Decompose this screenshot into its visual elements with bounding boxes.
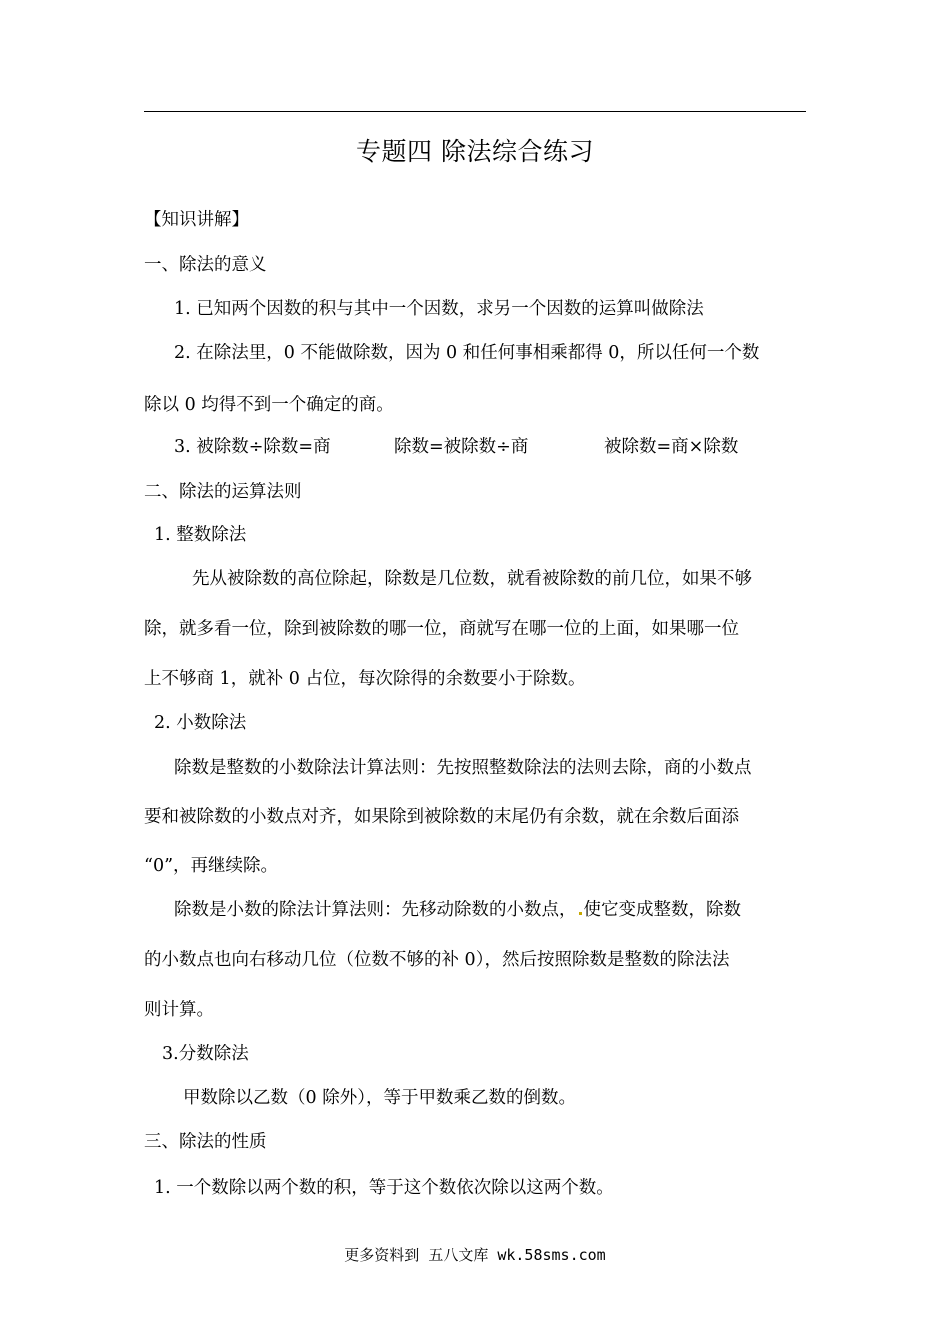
paragraph-text: 上不够商 1，就补 0 占位，每次除得的余数要小于除数。	[144, 669, 586, 689]
paragraph-text	[174, 898, 741, 922]
paragraph-text-part: 除数是小数的除法计算法则：先移动除数的小数点，	[174, 900, 577, 920]
cursor-mark	[579, 912, 582, 915]
paragraph-text: “0”，再继续除。	[144, 856, 279, 876]
paragraph-text: 要和被除数的小数点对齐，如果除到被除数的末尾仍有余数，就在余数后面添	[144, 807, 739, 827]
paragraph-text: 2. 在除法里，0 不能做除数，因为 0 和任何事相乘都得 0，所以任何一个数	[174, 343, 760, 363]
section-heading-rules: 二、除法的运算法则	[144, 482, 302, 502]
paragraph-text: 除，就多看一位，除到被除数的哪一位，商就写在哪一位的上面，如果哪一位	[144, 619, 739, 639]
paragraph-text: 1. 已知两个因数的积与其中一个因数，求另一个因数的运算叫做除法	[174, 299, 704, 319]
paragraph-text: 则计算。	[144, 1000, 214, 1020]
formula-text: 被除数=商×除数	[604, 437, 739, 457]
subheading-fraction: 3.分数除法	[162, 1044, 249, 1064]
paragraph-text: 的小数点也向右移动几位（位数不够的补 0），然后按照除数是整数的除法法	[144, 950, 730, 970]
paragraph-text: 1. 一个数除以两个数的积，等于这个数依次除以这两个数。	[154, 1178, 614, 1198]
subheading-integer: 1. 整数除法	[154, 525, 247, 545]
paragraph-text: 甲数除以乙数（0 除外），等于甲数乘乙数的倒数。	[183, 1088, 576, 1108]
subheading-decimal: 2. 小数除法	[154, 713, 247, 733]
paragraph-text: 除数是整数的小数除法计算法则：先按照整数除法的法则去除，商的小数点	[174, 758, 752, 778]
knowledge-label: 【知识讲解】	[144, 210, 249, 230]
section-heading-properties: 三、除法的性质	[144, 1132, 267, 1152]
paragraph-text: 除以 0 均得不到一个确定的商。	[144, 395, 394, 415]
formula-text: 3. 被除数÷除数=商	[174, 437, 331, 457]
paragraph-text-part: 使它变成整数，除数	[583, 900, 741, 920]
page-title: 专题四 除法综合练习	[356, 137, 594, 166]
section-heading-meaning: 一、除法的意义	[144, 255, 267, 275]
footer-link[interactable]: 更多资料到 五八文库 wk.58sms.com	[344, 1246, 606, 1264]
header-rule	[144, 111, 806, 112]
formula-text: 除数=被除数÷商	[394, 437, 529, 457]
paragraph-text: 先从被除数的高位除起，除数是几位数，就看被除数的前几位，如果不够	[192, 569, 752, 589]
